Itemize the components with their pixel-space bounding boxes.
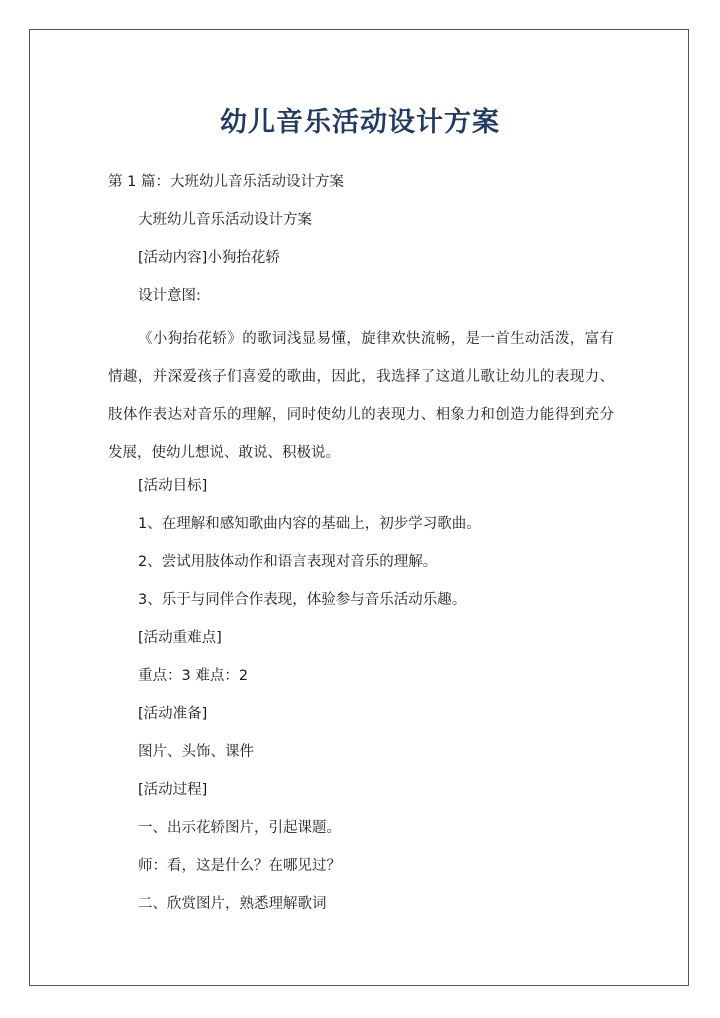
key-points-text: 重点：3 难点：2: [138, 668, 249, 684]
process-step: 一、出示花轿图片，引起课题。: [138, 820, 341, 836]
goal-item: 1、在理解和感知歌曲内容的基础上，初步学习歌曲。: [138, 516, 481, 532]
process-step: 师：看，这是什么？在哪见过？: [138, 858, 341, 874]
goal-item: 3、乐于与同伴合作表现，体验参与音乐活动乐趣。: [138, 592, 467, 608]
preparation-text: 图片、头饰、课件: [138, 744, 254, 760]
activity-content: [活动内容]小狗抬花轿: [138, 250, 280, 266]
design-intent-paragraph: 《小狗抬花轿》的歌词浅显易懂，旋律欢快流畅，是一首生动活泼，富有情趣，并深爱孩子们喜爱的歌曲，因此，我选择了这道儿歌让幼儿的表现力、肢体作表达对音乐的理解，同时使幼儿的表现力、相象力和创造力能得到充分发展，使幼儿想说、敢说、积极说。: [108, 331, 614, 461]
key-points-label: [活动重难点]: [138, 630, 222, 646]
preparation-label: [活动准备]: [138, 706, 208, 722]
process-label: [活动过程]: [138, 782, 208, 798]
design-intent-label: 设计意图:: [138, 288, 201, 304]
process-step: 二、欣赏图片，熟悉理解歌词: [138, 896, 327, 912]
document-title: 幼儿音乐活动设计方案: [220, 107, 500, 138]
subtitle: 大班幼儿音乐活动设计方案: [138, 212, 312, 228]
goal-item: 2、尝试用肢体动作和语言表现对音乐的理解。: [138, 554, 438, 570]
goals-label: [活动目标]: [138, 478, 208, 494]
chapter-heading: 第 1 篇：大班幼儿音乐活动设计方案: [108, 174, 344, 190]
